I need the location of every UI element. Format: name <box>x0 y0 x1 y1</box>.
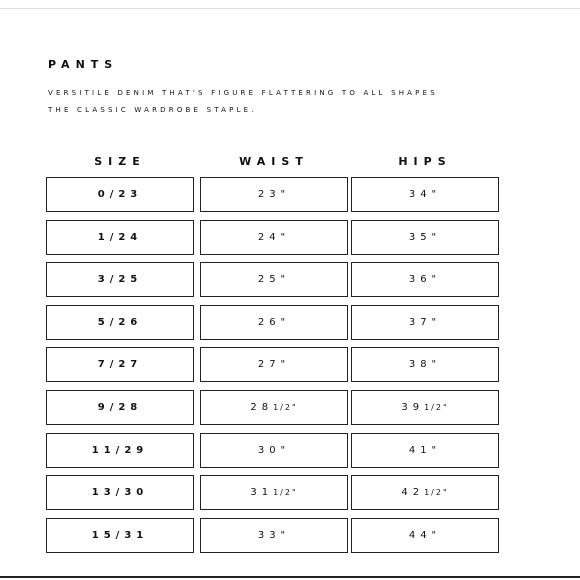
size-cell-value: 1/24 <box>97 232 143 243</box>
hips-cell-value: 36" <box>408 274 442 285</box>
hips-cell <box>351 347 499 382</box>
size-cell <box>46 262 194 297</box>
size-cell <box>46 433 194 468</box>
size-cell <box>46 518 194 553</box>
description-line-2: THE CLASSIC WARDROBE STAPLE. <box>48 106 257 114</box>
size-cell <box>46 475 194 510</box>
hips-cell <box>351 177 499 212</box>
waist-cell-value: 31 <box>250 487 274 498</box>
size-cell-value: 3/25 <box>97 274 143 285</box>
hips-cell-value: 35" <box>408 232 442 243</box>
top-divider <box>0 8 580 9</box>
waist-cell-fraction: 1/2" <box>273 403 298 412</box>
hips-cell <box>351 262 499 297</box>
size-cell-value: 13/30 <box>91 487 149 498</box>
waist-cell-value: 28 <box>250 402 274 413</box>
size-cell-value: 15/31 <box>91 530 149 541</box>
waist-cell <box>200 305 348 340</box>
hips-cell-fraction: 1/2" <box>424 403 449 412</box>
size-cell <box>46 390 194 425</box>
hips-cell-value: 42 <box>401 487 425 498</box>
hips-cell <box>351 433 499 468</box>
waist-cell <box>200 262 348 297</box>
bottom-divider <box>0 576 580 578</box>
waist-cell-value: 23" <box>257 189 291 200</box>
hips-cell <box>351 220 499 255</box>
waist-cell-value: 24" <box>257 232 291 243</box>
waist-cell <box>200 220 348 255</box>
waist-cell <box>200 347 348 382</box>
hips-cell-fraction: 1/2" <box>424 488 449 497</box>
column-header-waist: WAIST <box>239 155 309 168</box>
hips-cell-value: 38" <box>408 359 442 370</box>
hips-cell <box>351 305 499 340</box>
waist-cell-fraction: 1/2" <box>273 488 298 497</box>
column-header-size: SIZE <box>94 155 146 168</box>
waist-cell-value: 25" <box>257 274 291 285</box>
size-cell <box>46 305 194 340</box>
waist-cell <box>200 433 348 468</box>
hips-cell-value: 44" <box>408 530 442 541</box>
size-cell <box>46 177 194 212</box>
hips-cell <box>351 518 499 553</box>
size-cell-value: 9/28 <box>97 402 143 413</box>
column-header-hips: HIPS <box>398 155 452 168</box>
size-cell-value: 5/26 <box>97 317 143 328</box>
hips-cell <box>351 475 499 510</box>
size-cell <box>46 220 194 255</box>
waist-cell-value: 26" <box>257 317 291 328</box>
waist-cell <box>200 177 348 212</box>
size-cell-value: 0/23 <box>97 189 143 200</box>
waist-cell <box>200 518 348 553</box>
waist-cell <box>200 390 348 425</box>
waist-cell-value: 30" <box>257 445 291 456</box>
hips-cell-value: 34" <box>408 189 442 200</box>
waist-cell-value: 33" <box>257 530 291 541</box>
size-cell-value: 11/29 <box>91 445 149 456</box>
size-cell-value: 7/27 <box>97 359 143 370</box>
hips-cell-value: 41" <box>408 445 442 456</box>
page-title: PANTS <box>48 58 119 71</box>
hips-cell-value: 37" <box>408 317 442 328</box>
size-cell <box>46 347 194 382</box>
hips-cell <box>351 390 499 425</box>
hips-cell-value: 39 <box>401 402 425 413</box>
waist-cell <box>200 475 348 510</box>
description-line-1: VERSITILE DENIM THAT'S FIGURE FLATTERING TO ALL SHAPES <box>48 89 438 97</box>
waist-cell-value: 27" <box>257 359 291 370</box>
